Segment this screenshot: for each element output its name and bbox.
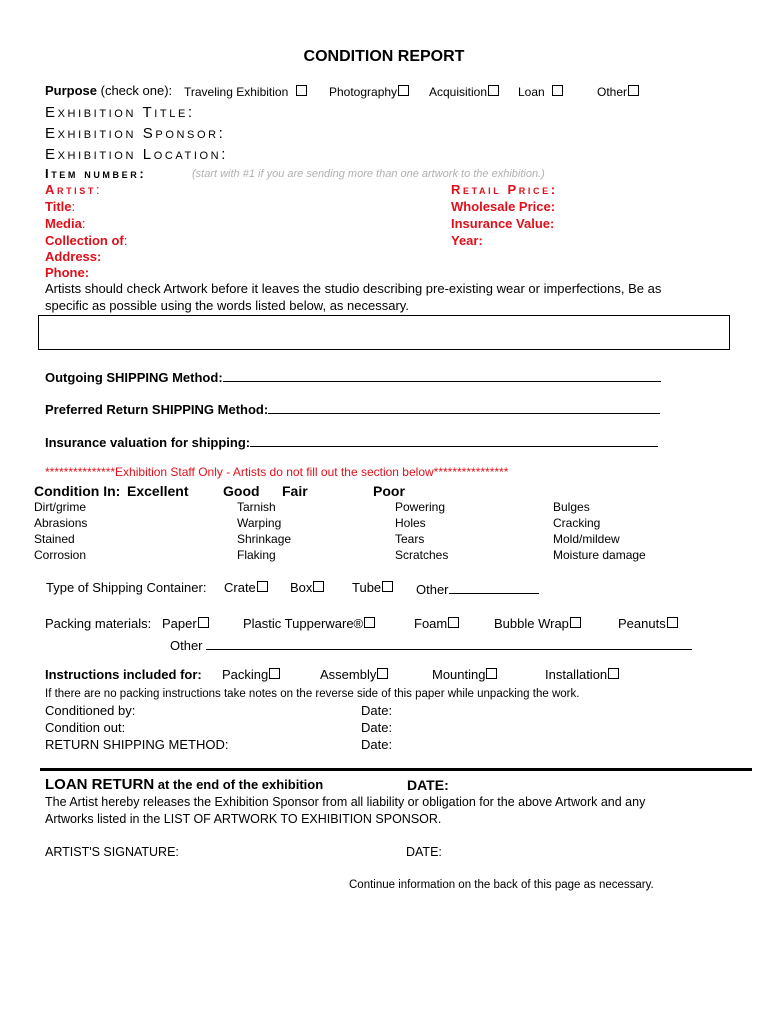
title-label: Title: xyxy=(45,199,76,214)
footer-note: Continue information on the back of this page as necessary. xyxy=(349,879,654,891)
return-shipping-label: Preferred Return SHIPPING Method: xyxy=(45,402,269,417)
title-label-text: Title xyxy=(45,199,72,214)
checkbox-traveling[interactable] xyxy=(296,85,307,96)
checkbox-acquisition[interactable] xyxy=(488,85,499,96)
packing-option-foam[interactable] xyxy=(414,616,459,631)
purpose-row xyxy=(45,83,172,98)
included-option-mounting[interactable] xyxy=(432,667,497,682)
packing-option-tupperware[interactable] xyxy=(243,616,375,631)
outgoing-shipping-field[interactable] xyxy=(223,368,661,382)
condition-term[interactable]: Warping xyxy=(237,516,282,530)
checkbox-peanuts[interactable] xyxy=(667,617,678,628)
checkbox-photography[interactable] xyxy=(398,85,409,96)
packing-option-peanuts[interactable] xyxy=(618,616,678,631)
collection-label: Collection of: xyxy=(45,233,128,248)
condition-term[interactable]: Holes xyxy=(395,516,426,530)
condition-term[interactable]: Bulges xyxy=(553,500,590,514)
checkbox-mounting[interactable] xyxy=(486,668,497,679)
container-option-label: Box xyxy=(290,580,313,595)
artist-signature-date: DATE: xyxy=(406,845,442,859)
section-divider xyxy=(40,768,752,771)
address-label: Address: xyxy=(45,249,102,264)
page-title: CONDITION REPORT xyxy=(303,48,465,65)
condition-out-label: Condition out: xyxy=(45,720,126,735)
checkbox-foam[interactable] xyxy=(448,617,459,628)
condition-term[interactable]: Cracking xyxy=(553,516,601,530)
artist-signature-label: ARTIST'S SIGNATURE: xyxy=(45,845,179,859)
purpose-option-label: Other xyxy=(597,85,628,99)
purpose-option-traveling[interactable] xyxy=(184,85,307,99)
condition-term[interactable]: Scratches xyxy=(395,548,449,562)
return-shipping-field[interactable] xyxy=(268,400,660,414)
checkbox-paper[interactable] xyxy=(198,617,209,628)
checkbox-packing[interactable] xyxy=(269,668,280,679)
media-label-text: Media xyxy=(45,216,82,231)
container-option-crate[interactable] xyxy=(224,580,268,595)
packing-option-label: Paper xyxy=(162,616,197,631)
included-option-installation[interactable] xyxy=(545,667,619,682)
packing-option-label: Plastic Tupperware® xyxy=(243,616,364,631)
purpose-option-label: Traveling Exhibition xyxy=(184,85,289,99)
included-option-label: Assembly xyxy=(320,667,377,682)
unpack-note: If there are no packing instructions take notes on the reverse side of this paper while unpacking the work. xyxy=(45,688,580,700)
container-option-tube[interactable] xyxy=(352,580,393,595)
purpose-label: Purpose xyxy=(45,83,98,98)
media-label: Media: xyxy=(45,216,86,231)
container-option-label: Tube xyxy=(352,580,382,595)
checkbox-box[interactable] xyxy=(313,581,324,592)
condition-term[interactable]: Mold/mildew xyxy=(553,532,620,546)
purpose-option-photography[interactable] xyxy=(329,85,409,99)
condition-term[interactable]: Moisture damage xyxy=(553,548,646,562)
purpose-option-label: Loan xyxy=(518,85,545,99)
container-other-label: Other xyxy=(416,582,449,597)
packing-option-label: Peanuts xyxy=(618,616,666,631)
included-option-assembly[interactable] xyxy=(320,667,388,682)
container-option-label: Crate xyxy=(224,580,256,595)
purpose-hint: (check one): xyxy=(97,83,173,98)
retail-price-label: Retail Price: xyxy=(451,182,558,197)
checkbox-other[interactable] xyxy=(628,85,639,96)
purpose-option-label: Photography xyxy=(329,85,398,99)
packing-option-label: Bubble Wrap xyxy=(494,616,569,631)
checkbox-tube[interactable] xyxy=(382,581,393,592)
container-option-box[interactable] xyxy=(290,580,324,595)
packing-label: Packing materials: xyxy=(45,616,152,631)
checkbox-bubble-wrap[interactable] xyxy=(570,617,581,628)
collection-label-text: Collection of xyxy=(45,233,124,248)
insurance-value-label: Insurance Value: xyxy=(451,216,555,231)
condition-term[interactable]: Corrosion xyxy=(34,548,87,562)
return-method-label: RETURN SHIPPING METHOD: xyxy=(45,737,229,752)
condition-term[interactable]: Shrinkage xyxy=(237,532,292,546)
container-other[interactable] xyxy=(416,580,539,597)
item-number-note: (start with #1 if you are sending more than one artwork to the exhibition.) xyxy=(192,168,545,180)
exhibition-sponsor-label: Exhibition Sponsor: xyxy=(45,125,226,142)
packing-other-label: Other xyxy=(170,638,203,653)
instructions-line-2: specific as possible using the words listed below, as necessary. xyxy=(45,298,409,313)
outgoing-shipping-label: Outgoing SHIPPING Method: xyxy=(45,370,223,385)
insurance-shipping-row[interactable] xyxy=(45,433,658,450)
artist-label: Artist: xyxy=(45,182,103,197)
year-label: Year: xyxy=(451,233,483,248)
wholesale-price-label: Wholesale Price: xyxy=(451,199,556,214)
item-number-label: Item number: xyxy=(45,166,147,181)
included-option-label: Mounting xyxy=(432,667,486,682)
condition-term[interactable]: Tears xyxy=(395,532,425,546)
staff-only-notice: ***************Exhibition Staff Only - Artists do not fill out the section below**************** xyxy=(45,465,509,479)
condition-term[interactable]: Stained xyxy=(34,532,75,546)
rating-excellent[interactable]: Excellent xyxy=(127,483,189,499)
purpose-option-label: Acquisition xyxy=(429,85,488,99)
artist-label-text: Artist xyxy=(45,182,96,197)
condition-term[interactable]: Dirt/grime xyxy=(34,500,87,514)
included-option-packing[interactable] xyxy=(222,667,280,682)
conditioned-by-date: Date: xyxy=(361,703,393,718)
insurance-shipping-field[interactable] xyxy=(250,433,658,447)
condition-term[interactable]: Abrasions xyxy=(34,516,88,530)
rating-good[interactable]: Good xyxy=(223,483,260,499)
purpose-option-loan[interactable] xyxy=(518,85,563,99)
condition-description-box[interactable] xyxy=(38,315,730,350)
exhibition-title-label: Exhibition Title: xyxy=(45,104,195,121)
conditioned-by-label: Conditioned by: xyxy=(45,703,136,718)
container-label: Type of Shipping Container: xyxy=(46,580,207,595)
return-shipping-row[interactable] xyxy=(45,400,660,417)
exhibition-location-label: Exhibition Location: xyxy=(45,146,228,163)
included-option-label: Installation xyxy=(545,667,608,682)
packing-option-paper[interactable] xyxy=(162,616,209,631)
condition-term[interactable]: Tarnish xyxy=(237,500,276,514)
return-method-date: Date: xyxy=(361,737,393,752)
condition-in-label: Condition In: xyxy=(34,483,121,499)
rating-fair[interactable]: Fair xyxy=(282,483,308,499)
phone-label: Phone: xyxy=(45,265,90,280)
checkbox-loan[interactable] xyxy=(552,85,563,96)
instructions-line-1: Artists should check Artwork before it leaves the studio describing pre-existing wear or imperfections, Be as xyxy=(45,281,662,296)
loan-return-title: LOAN RETURN xyxy=(45,776,155,793)
packing-other[interactable] xyxy=(170,636,692,653)
purpose-option-other[interactable] xyxy=(597,85,639,99)
loan-return-body-2: Artworks listed in the LIST OF ARTWORK TO EXHIBITION SPONSOR. xyxy=(45,812,442,826)
loan-return-subtitle: at the end of the exhibition xyxy=(154,777,324,792)
checkbox-crate[interactable] xyxy=(257,581,268,592)
loan-return-date-label: DATE: xyxy=(407,777,449,793)
purpose-option-acquisition[interactable] xyxy=(429,85,499,99)
rating-poor[interactable]: Poor xyxy=(373,483,405,499)
condition-out-date: Date: xyxy=(361,720,393,735)
loan-return-body-1: The Artist hereby releases the Exhibition Sponsor from all liability or obligation for the above Artwork and any xyxy=(45,795,646,809)
checkbox-installation[interactable] xyxy=(608,668,619,679)
insurance-shipping-label: Insurance valuation for shipping: xyxy=(45,435,251,450)
container-other-field[interactable] xyxy=(449,580,539,594)
packing-option-bubble-wrap[interactable] xyxy=(494,616,581,631)
included-label: Instructions included for: xyxy=(45,667,202,682)
included-option-label: Packing xyxy=(222,667,269,682)
packing-other-field[interactable] xyxy=(206,636,692,650)
loan-return-heading xyxy=(45,776,323,793)
checkbox-assembly[interactable] xyxy=(377,668,388,679)
condition-term[interactable]: Flaking xyxy=(237,548,276,562)
checkbox-tupperware[interactable] xyxy=(364,617,375,628)
condition-term[interactable]: Powering xyxy=(395,500,446,514)
outgoing-shipping-row[interactable] xyxy=(45,368,661,385)
packing-option-label: Foam xyxy=(414,616,448,631)
